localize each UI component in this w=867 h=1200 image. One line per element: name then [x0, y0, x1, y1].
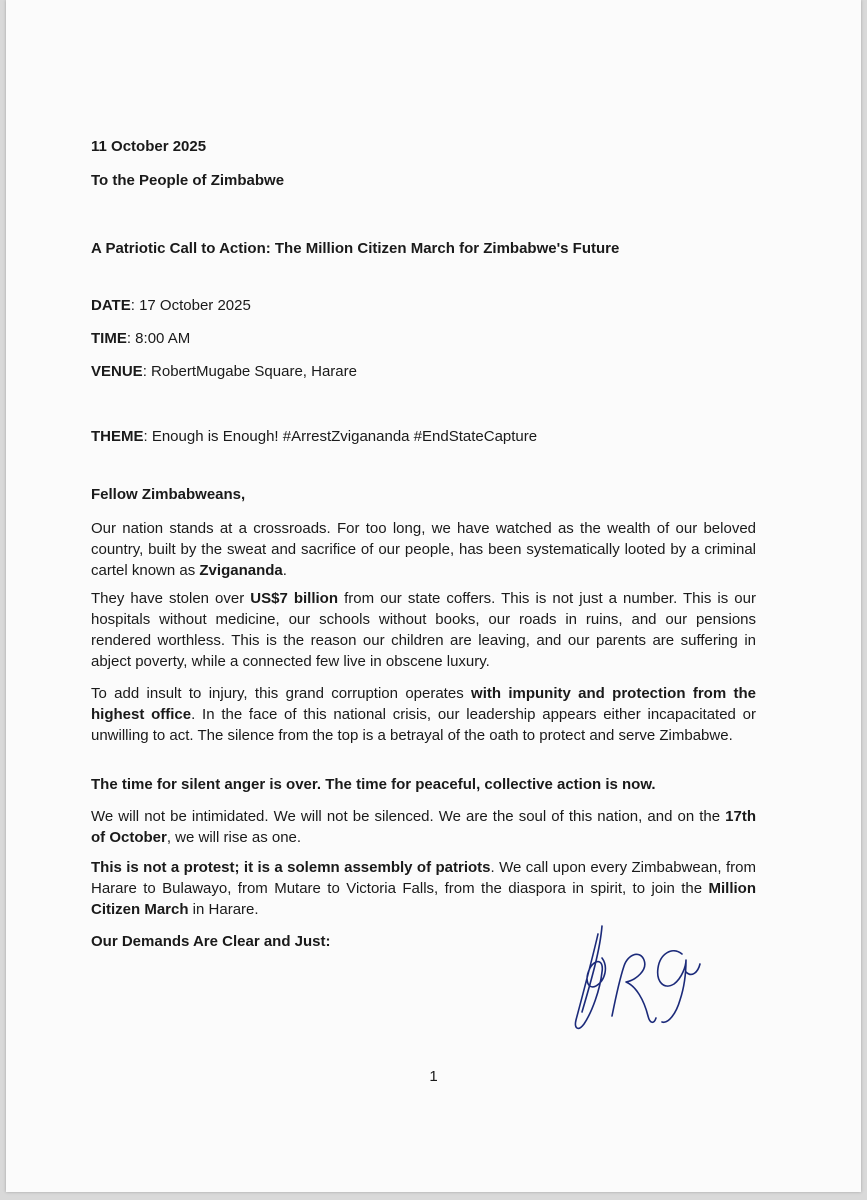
paragraph-2-bold: US$7 billion [250, 590, 339, 607]
event-venue-value: : RobertMugabe Square, Harare [142, 363, 357, 380]
event-time-label: TIME [91, 330, 127, 347]
paragraph-6 [91, 857, 756, 920]
event-date-label: DATE [91, 297, 131, 314]
paragraph-6-bold: This is not a protest; it is a solemn assembly of patriots [91, 859, 491, 876]
handwritten-signature [562, 920, 712, 1040]
event-time [91, 328, 756, 349]
paragraph-5-end: , we will rise as one. [166, 829, 302, 846]
event-theme [91, 426, 756, 447]
paragraph-3 [91, 683, 756, 746]
letter-title: A Patriotic Call to Action: The Million Citizen March for Zimbabwe's Future [91, 240, 620, 257]
paragraph-1 [91, 518, 756, 581]
paragraph-3-start: To add insult to injury, this grand corruption operates [91, 685, 472, 702]
event-venue-label: VENUE [91, 363, 143, 380]
letter-recipient: To the People of Zimbabwe [91, 172, 285, 189]
paragraph-5 [91, 806, 756, 848]
event-time-value: : 8:00 AM [126, 330, 191, 347]
demands-heading: Our Demands Are Clear and Just: [91, 933, 331, 950]
letter-date: 11 October 2025 [91, 138, 207, 155]
paragraph-2-start: They have stolen over [91, 590, 251, 607]
paragraph-1-bold: Zvigananda [199, 562, 283, 579]
paragraph-6-text: . We call upon every Zimbabwean, from Harare to Bulawayo, from Mutare to Victoria Falls, from the diaspora in spirit, to join the [91, 859, 756, 897]
paragraph-5-start: We will not be intimidated. We will not be silenced. We are the soul of this nation, and on the [91, 808, 726, 825]
paragraph-1-text: Our nation stands at a crossroads. For too long, we have watched as the wealth of our beloved country, built by the sweat and sacrifice of our people, has been systematically looted by a criminal cartel known as [91, 520, 756, 579]
paragraph-2 [91, 588, 756, 672]
paragraph-2-text: from our state coffers. This is not just a number. This is our hospitals without medicine, our schools without books, our roads in ruins, and our pensions rendered worthless. This is the reason our children are leaving, and our parents are suffering in abject poverty, while a connected few live in obscene luxury. [91, 590, 756, 670]
paragraph-4: The time for silent anger is over. The time for peaceful, collective action is now. [91, 776, 656, 793]
paragraph-5-bold: 17th of October [91, 808, 756, 846]
paragraph-6-end: in Harare. [188, 901, 259, 918]
signature-stroke-g [658, 951, 686, 1022]
event-date-value: : 17 October 2025 [130, 297, 251, 314]
page-number: 1 [429, 1068, 438, 1085]
paragraph-6-bold-2: Million Citizen March [91, 880, 756, 918]
event-theme-value: : Enough is Enough! #ArrestZvigananda #EndStateCapture [143, 428, 538, 445]
signature-stroke-tail [686, 964, 700, 974]
letter-greeting: Fellow Zimbabweans, [91, 486, 246, 503]
event-date [91, 295, 756, 316]
event-theme-label: THEME [91, 428, 144, 445]
signature-stroke-r [612, 954, 656, 1022]
signature-stroke-b2 [582, 926, 602, 1012]
paragraph-1-end: . [282, 562, 287, 579]
paragraph-3-text: . In the face of this national crisis, our leadership appears either incapacitated or unwilling to act. The silence from the top is a betrayal of the oath to protect and serve Zimbabwe. [91, 706, 756, 744]
event-venue [91, 361, 756, 382]
paragraph-3-bold: with impunity and protection from the highest office [91, 685, 756, 723]
